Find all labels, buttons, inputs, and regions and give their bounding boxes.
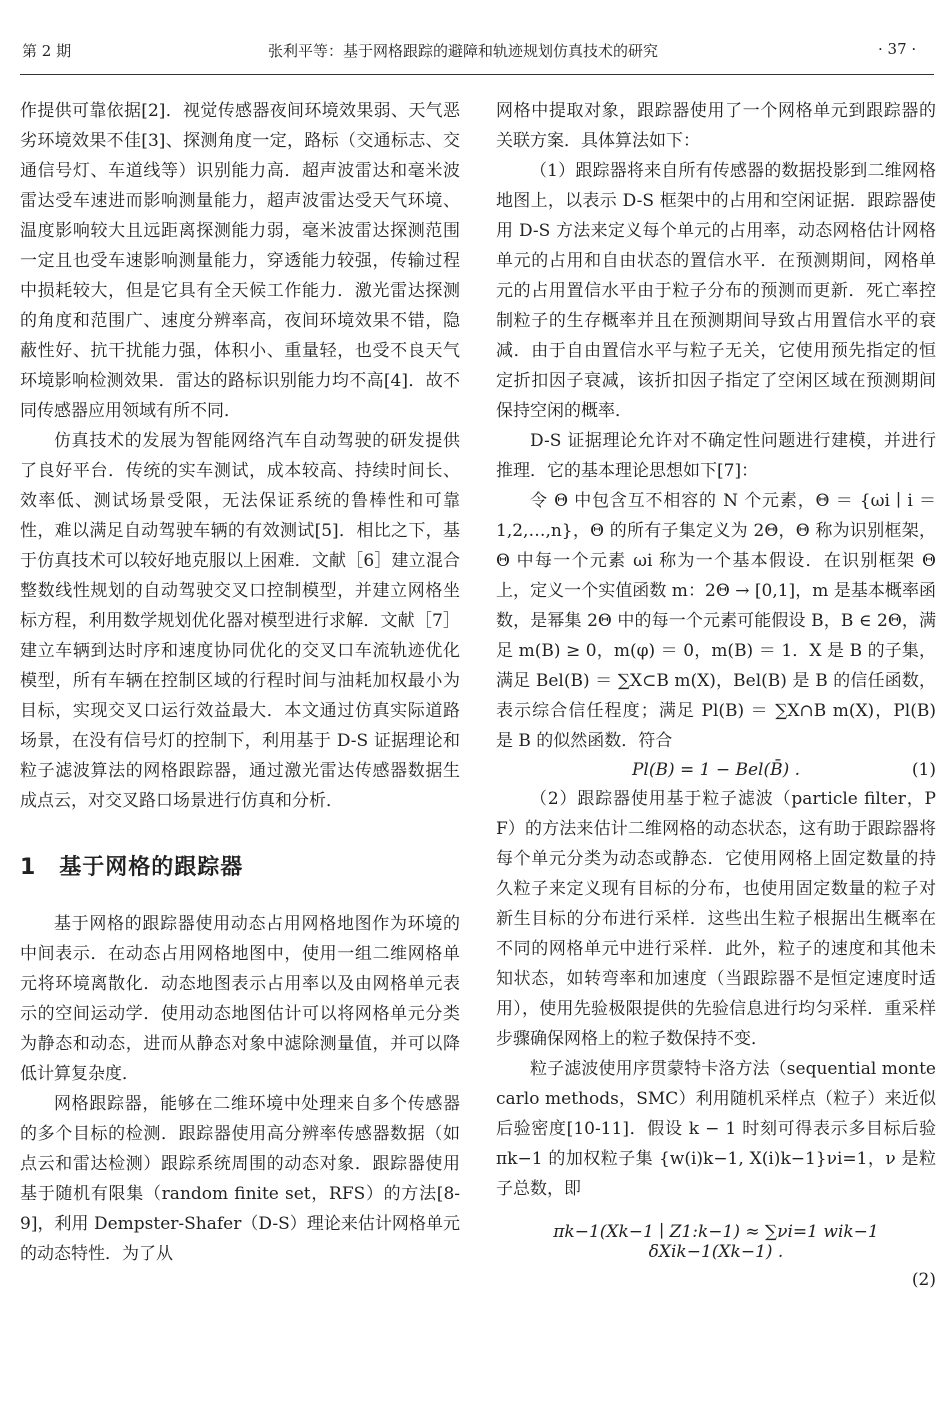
paragraph-step2: （2）跟踪器使用基于粒子滤波（particle filter，PF）的方法来估计二维网格的动态状态，这有助于跟踪器将每个单元分类为动态或静态．它使用网格上固定数量的持久粒子来定义现有目标的分布，也使用固定数量的粒子对新生目标的分布进行采样．这些出生粒子根据出生概率在不同的网格单元中进行采样．此外，粒子的速度和其他未知状态，如转弯率和加速度（当跟踪器不是恒定速度时适用），使用先验极限提供的先验信息进行均匀采样．重采样步骤确保网格上的粒子数保持不变．	[496, 789, 936, 1049]
paragraph-step1: （1）跟踪器将来自所有传感器的数据投影到二维网格地图上，以表示 D-S 框架中的占用和空闲证据．跟踪器使用 D-S 方法来定义每个单元的占用率，动态网格估计网格单元的占用和自由状态的置信水平．在预测期间，网格单元的占用置信水平由于粒子分布的预测而更新．死亡率控制粒子的生存概率并且在预测期间导致占用置信水平的衰减．由于自由置信水平与粒子无关，它使用预先指定的恒定折扣因子衰减，该折扣因子指定了空闲区域在预测期间保持空闲的概率．	[496, 161, 936, 421]
paragraph-definitions: 令 Θ 中包含互不相容的 N 个元素，Θ ＝ {ωi ∣ i ＝ 1,2,…,n}，Θ 的所有子集定义为 2Θ，Θ 称为识别框架，Θ 中每一个元素 ωi 称为一个基本假设．在识别框架 Θ 上，定义一个实值函数 m：2Θ → [0,1]，m 是基本概率函数，是幂集 2Θ 中的每一个元素可能假设 B，B ∈ 2Θ，满足 m(B) ≥ 0，m(φ) ＝ 0，m(B) ＝ 1．X 是 B 的子集，满足 Bel(B) ＝ ∑X⊂B m(X)，Bel(B) 是 B 的信任函数，表示综合信任程度；满足 Pl(B) ＝ ∑X∩B m(X)，Pl(B) 是 B 的似然函数．符合	[496, 491, 936, 751]
running-title: 张利平等：基于网格跟踪的避障和轨迹规划仿真技术的研究	[268, 42, 659, 60]
paragraph-sensors: 作提供可靠依据[2]．视觉传感器夜间环境效果弱、天气恶劣环境效果不佳[3]、探测角度一定，路标（交通标志、交通信号灯、车道线等）识别能力高．超声波雷达和毫米波雷达受车速进而影响测量能力，超声波雷达受天气环境、温度影响较大且远距离探测能力弱，毫米波雷达探测范围一定且也受车速影响测量能力，穿透能力较强，传输过程中损耗较大，但是它具有全天候工作能力．激光雷达探测的角度和范围广、速度分辨率高，夜间环境效果不错，隐蔽性好、抗干扰能力强，体积小、重量轻，也受不良天气环境影响检测效果．雷达的路标识别能力均不高[4]．故不同传感器应用领域有所不同．	[20, 101, 460, 421]
paragraph-smc: 粒子滤波使用序贯蒙特卡洛方法（sequential monte carlo methods，SMC）利用随机采样点（粒子）来近似后验密度[10-11]．假设 k − 1 时刻可得表示多目标后验 πk−1 的加权粒子集 {w(i)k−1, X(i)k−1}νi=1，ν 是粒子总数，即	[496, 1059, 936, 1199]
section-heading: 1 基于网格的跟踪器	[20, 855, 244, 880]
equation-2	[496, 1222, 936, 1262]
left-column	[20, 96, 460, 1269]
header-rule	[20, 74, 934, 75]
equation-1-body: Pl(B) = 1 − Bel(B̄) .	[631, 760, 801, 780]
paragraph-association: 网格中提取对象，跟踪器使用了一个网格单元到跟踪器的关联方案．具体算法如下：	[496, 101, 936, 151]
paragraph-grid-tracker-rfs: 网格跟踪器，能够在二维环境中处理来自多个传感器的多个目标的检测．跟踪器使用高分辨率传感器数据（如点云和雷达检测）跟踪系统周围的动态对象．跟踪器使用基于随机有限集（random finite set，RFS）的方法[8-9]，利用 Dempster-Shafer（D-S）理论来估计网格单元的动态特性．为了从	[20, 1094, 460, 1264]
issue-number: 第 2 期	[22, 42, 72, 60]
equation-1-number: (1)	[911, 760, 936, 780]
right-column	[496, 96, 936, 1290]
paragraph-ds-theory: D-S 证据理论允许对不确定性问题进行建模，并进行推理．它的基本理论思想如下[7]：	[496, 431, 936, 481]
equation-1	[496, 760, 936, 780]
equation-2-body: πk−1(Xk−1 ∣ Z1:k−1) ≈ ∑νi=1 wik−1 δXik−1(Xk−1) .	[553, 1222, 879, 1262]
equation-2-number: (2)	[911, 1270, 936, 1290]
page-number: · 37 ·	[878, 40, 917, 58]
paragraph-grid-tracker: 基于网格的跟踪器使用动态占用网格地图作为环境的中间表示．在动态占用网格地图中，使用一组二维网格单元将环境离散化．动态地图表示占用率以及由网格单元表示的空间运动学．使用动态地图估计可以将网格单元分类为静态和动态，进而从静态对象中滤除测量值，并可以降低计算复杂度．	[20, 914, 460, 1084]
paragraph-simulation: 仿真技术的发展为智能网络汽车自动驾驶的研发提供了良好平台．传统的实车测试，成本较高、持续时间长、效率低、测试场景受限，无法保证系统的鲁棒性和可靠性，难以满足自动驾驶车辆的有效测试[5]．相比之下，基于仿真技术可以较好地克服以上困难．文献［6］建立混合整数线性规划的自动驾驶交叉口控制模型，并建立网格坐标方程，利用数学规划优化器对模型进行求解．文献［7］建立车辆到达时序和速度协同优化的交叉口车流轨迹优化模型，所有车辆在控制区域的行程时间与油耗加权最小为目标，实现交叉口运行效益最大．本文通过仿真实际道路场景，在没有信号灯的控制下，利用基于 D-S 证据理论和粒子滤波算法的网格跟踪器，通过激光雷达传感器数据生成点云，对交叉路口场景进行仿真和分析．	[20, 431, 460, 811]
